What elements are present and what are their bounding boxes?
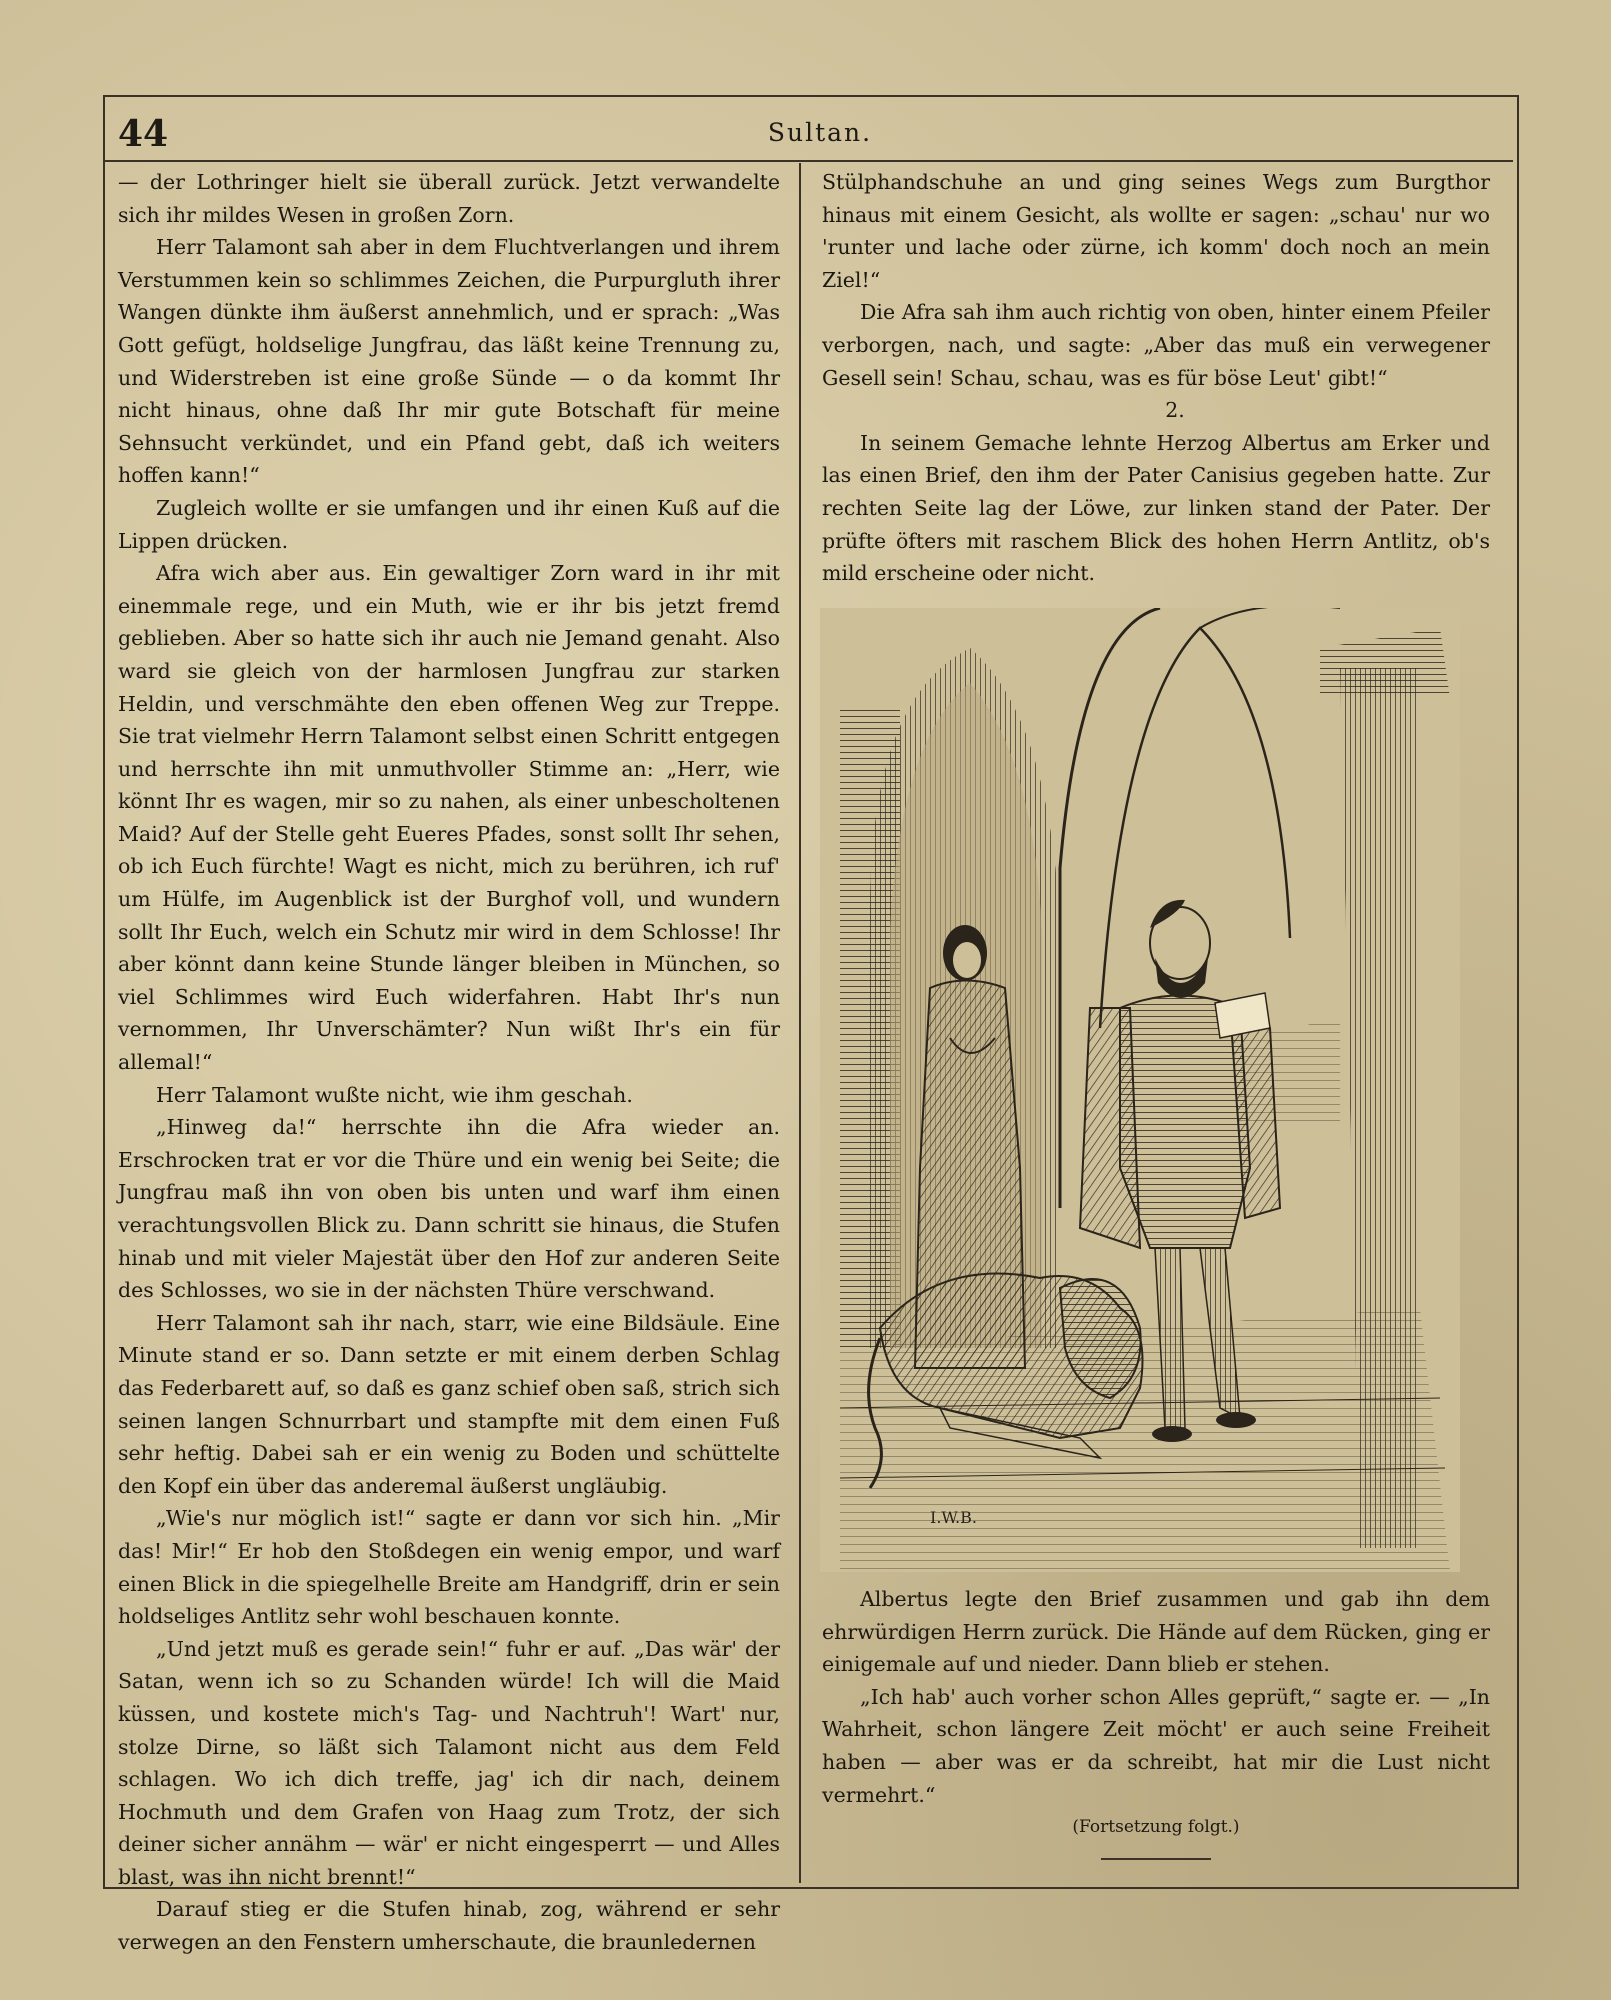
section-number: 2. xyxy=(1165,398,1185,423)
paragraph: Afra wich aber aus. Ein gewaltiger Zorn ward in ihr mit einemmale rege, und ein Muth, wie er ihr bis jetzt fremd geblieben. Aber so hatte sich ihr auch nie Jemand genaht. Also ward sie gleich von der harmlosen Jungfrau zur starken Heldin, und verschmähte den eben offenen Weg zur Treppe. Sie trat vielmehr Herrn Talamont selbst einen Schritt entgegen und herrschte ihn mit unmuthvoller Stimme an: „Herr, wie könnt Ihr es wagen, mir so zu nahen, als einer unbescholtenen Maid? Auf der Stelle geht Eueres Pfades, sonst sollt Ihr sehen, ob ich Euch fürchte! Wagt es nicht, mich zu berühren, ich ruf' um Hülfe, im Augenblick ist der Burghof voll, und wundern sollt Ihr Euch, welch ein Schutz mir wird in dem Schlosse! Ihr aber könnt dann keine Stunde länger bleiben in München, so viel Schlimmes wird Euch widerfahren. Habt Ihr's nun vernommen, Ihr Unverschämter? Nun wißt Ihr's ein für allemal!“ xyxy=(118,561,780,1075)
paragraph: „Und jetzt muß es gerade sein!“ fuhr er auf. „Das wär' der Satan, wenn ich so zu Schanden würde! Ich will die Maid küssen, und kostete mich's Tag- und Nachtruh'! Wart' nur, stolze Dirne, so läßt sich Talamont nicht aus dem Feld schlagen. Wo ich dich treffe, jag' ich dir nach, deinem Hochmuth und dem Grafen von Haag zum Trotz, der sich deiner sicher annähm — wär' er nicht eingesperrt — und Alles blast, was ihn nicht brennt!“ xyxy=(118,1636,780,1889)
paragraph: Herr Talamont sah ihr nach, starr, wie eine Bildsäule. Eine Minute stand er so. Dann setzte er mit einem derben Schlag das Federbarett auf, so daß es ganz schief oben saß, strich sich seinen langen Schnurrbart und stampfte mit dem einen Fuß sehr heftig. Dabei sah er ein wenig zu Boden und schüttelte den Kopf ein über das anderemal äußerst ungläubig. xyxy=(118,1310,780,1498)
paragraph: Herr Talamont wußte nicht, wie ihm geschah. xyxy=(156,1082,633,1107)
paragraph: Darauf stieg er die Stufen hinab, zog, während er sehr verwegen an den Fenstern umherschaute, die braunledernen xyxy=(118,1897,780,1955)
paragraph: Herr Talamont sah aber in dem Fluchtverlangen und ihrem Verstummen kein so schlimmes Zeichen, die Purpurgluth ihrer Wangen dünkte ihm äußerst annehmlich, und er sprach: „Was Gott gefügt, holdselige Jungfrau, das läßt keine Trennung zu, und Widerstreben ist eine große Sünde — o da kommt Ihr nicht hinaus, ohne daß Ihr mir gute Botschaft für meine Sehnsucht verkündet, und ein Pfand gebt, daß ich weiters hoffen kann!“ xyxy=(118,235,780,488)
svg-text:I.W.B.: I.W.B. xyxy=(930,1508,977,1527)
paragraph: „Hinweg da!“ herrschte ihn die Afra wieder an. Erschrocken trat er vor die Thüre und ein wenig bei Seite; die Jungfrau maß ihn von oben bis unten und warf ihm einen verachtungsvollen Blick zu. Dann schritt sie hinaus, die Stufen hinab und mit vieler Majestät über den Hof zur anderen Seite des Schlosses, wo sie in der nächsten Thüre verschwand. xyxy=(118,1115,780,1303)
right-column-continued xyxy=(822,1583,1490,1860)
page-number: 44 xyxy=(118,113,169,155)
paragraph: Stülphandschuhe an und ging seines Wegs zum Burgthor hinaus mit einem Gesicht, als wollte er sagen: „schau' nur wo 'runter und lache oder zürne, ich komm' doch noch an mein Ziel!“ xyxy=(822,170,1490,292)
column-divider xyxy=(799,163,801,1883)
woodcut-illustration xyxy=(820,608,1460,1572)
running-title: Sultan. xyxy=(767,118,873,147)
header-rule xyxy=(105,160,1513,162)
continuation-note: (Fortsetzung folgt.) xyxy=(1072,1817,1240,1838)
paragraph: Die Afra sah ihm auch richtig von oben, hinter einem Pfeiler verborgen, nach, und sagte: „Aber das muß ein verwegener Gesell sein! Schau, schau, was es für böse Leut' gibt!“ xyxy=(822,300,1490,390)
right-column xyxy=(822,166,1490,590)
paragraph: Zugleich wollte er sie umfangen und ihr einen Kuß auf die Lippen drücken. xyxy=(118,495,780,553)
end-rule xyxy=(1101,1858,1211,1860)
paragraph: „Ich hab' auch vorher schon Alles geprüft,“ sagte er. — „In Wahrheit, schon längere Zeit möcht' er auch seine Freiheit haben — aber was er da schreibt, hat mir die Lust nicht vermehrt.“ xyxy=(822,1684,1490,1807)
paragraph: — der Lothringer hielt sie überall zurück. Jetzt verwandelte sich ihr mildes Wesen in großen Zorn. xyxy=(118,170,780,227)
paragraph: In seinem Gemache lehnte Herzog Albertus am Erker und las einen Brief, den ihm der Pater Canisius gegeben hatte. Zur rechten Seite lag der Löwe, zur linken stand der Pater. Der prüfte öfters mit raschem Blick des hohen Herrn Antlitz, ob's mild erscheine oder nicht. xyxy=(822,430,1490,586)
paragraph: Albertus legte den Brief zusammen und gab ihn dem ehrwürdigen Herrn zurück. Die Hände auf dem Rücken, ging er einigemale auf und nieder. Dann blieb er stehen. xyxy=(822,1587,1490,1677)
paragraph: „Wie's nur möglich ist!“ sagte er dann vor sich hin. „Mir das! Mir!“ Er hob den Stoßdegen ein wenig empor, und warf einen Blick in die spiegelhelle Breite am Handgriff, drin er sein holdseliges Antlitz sehr wohl beschauen konnte. xyxy=(118,1506,780,1629)
left-column xyxy=(118,166,780,1959)
